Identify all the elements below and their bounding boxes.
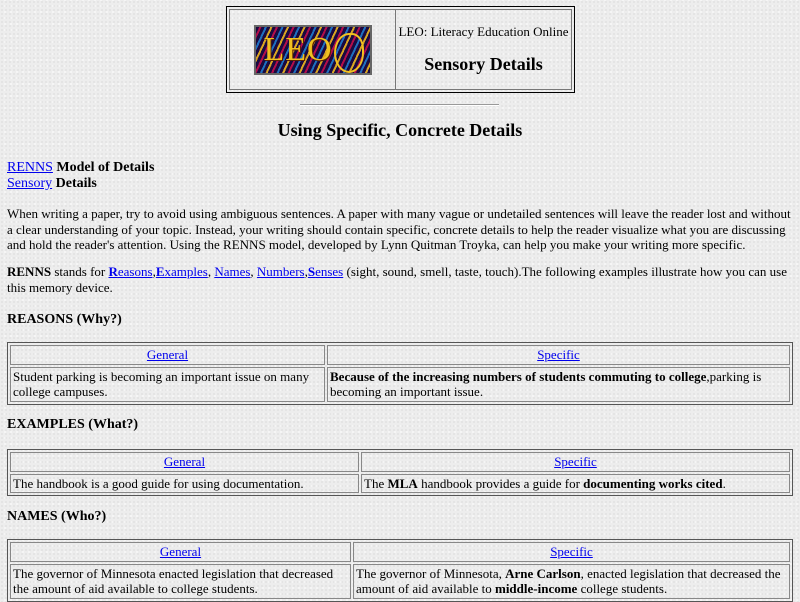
general-cell: Student parking is becoming an important issue on many college campuses.	[10, 367, 325, 402]
specific-header	[327, 345, 790, 365]
renns-link[interactable]: RENNS	[7, 160, 53, 175]
reasons-link[interactable]	[109, 264, 153, 279]
table-header-row	[10, 542, 790, 562]
general-cell: The governor of Minnesota enacted legislation that decreased the amount of aid available to college students.	[10, 564, 351, 599]
examples-heading: EXAMPLES (What?)	[7, 417, 139, 432]
general-header	[10, 345, 325, 365]
reasons-rest: easons	[117, 264, 153, 279]
examples-initial: E	[155, 264, 165, 279]
specific-link[interactable]: Specific	[550, 544, 593, 559]
table-row	[10, 474, 790, 494]
page-title: Using Specific, Concrete Details	[277, 120, 523, 140]
horizontal-rule	[300, 104, 499, 106]
site-name: LEO: Literacy Education Online	[398, 24, 569, 39]
specific-cell	[327, 367, 790, 402]
reasons-initial: R	[108, 264, 118, 279]
specific-text-3: .	[722, 475, 726, 491]
header-box	[226, 6, 575, 93]
specific-header	[353, 542, 790, 562]
specific-link[interactable]: Specific	[554, 454, 597, 469]
specific-cell	[353, 564, 790, 599]
general-cell: The handbook is a good guide for using documentation.	[10, 474, 359, 494]
renns-link-line	[7, 160, 154, 176]
names-heading: NAMES (Who?)	[7, 509, 107, 524]
general-link[interactable]: General	[159, 544, 202, 559]
sensory-link[interactable]: Sensory	[7, 176, 53, 191]
specific-text-2: handbook provides a guide for	[417, 475, 584, 491]
specific-text-1: The	[364, 475, 388, 491]
examples-rest: xamples	[164, 264, 208, 279]
specific-text-3: college students.	[577, 581, 668, 596]
general-header	[10, 452, 359, 472]
renns-link-rest: Model of Details	[52, 160, 155, 175]
specific-bold-2: documenting works cited	[583, 475, 723, 491]
specific-bold-1: Arne Carlson	[505, 565, 581, 581]
renns-rest: (sight, sound, smell, taste, touch).The following examples illustrate how you can use this memory device.	[7, 264, 787, 295]
specific-header	[361, 452, 790, 472]
table-header-row	[10, 345, 790, 365]
sensory-link-line	[7, 176, 154, 192]
specific-link[interactable]: Specific	[537, 347, 580, 362]
specific-text-2: , enacted legislation that decreased the amount of aid available to	[356, 565, 781, 596]
lion-icon	[334, 33, 364, 73]
topic-links	[7, 160, 154, 192]
page-subtitle: Sensory Details	[424, 54, 543, 74]
specific-bold: Because of the increasing numbers of students commuting to college	[330, 368, 707, 384]
comma-4: ,	[304, 264, 308, 279]
general-header	[10, 542, 351, 562]
specific-bold-1: MLA	[387, 475, 418, 491]
table-header-row	[10, 452, 790, 472]
reasons-table	[7, 342, 793, 405]
renns-paragraph	[7, 264, 792, 295]
comma-3: ,	[250, 264, 257, 279]
renns-word: RENNS	[7, 264, 52, 279]
table-row	[10, 367, 790, 402]
comma-2: ,	[207, 264, 215, 279]
general-link[interactable]: General	[163, 454, 206, 469]
specific-cell	[361, 474, 790, 494]
comma-1: ,	[152, 264, 156, 279]
specific-bold-2: middle-income	[494, 581, 578, 596]
header-inner	[229, 9, 572, 90]
logo-cell	[230, 10, 396, 89]
examples-table	[7, 449, 793, 496]
sensory-link-rest: Details	[52, 176, 97, 191]
names-table	[7, 539, 793, 602]
senses-link[interactable]	[308, 264, 343, 279]
leo-logo[interactable]	[254, 25, 372, 75]
intro-paragraph: When writing a paper, try to avoid using ambiguous sentences. A paper with many vague or undetailed sentences will leave the reader lost and without a clear understanding of your topic. Instead, your writing should contain specific, concrete details to help the reader visualize what you are discussing and hold the reader's attention. Using the RENNS model, developed by Lynn Quitman Troyka, can help you make your writing more specific.	[7, 206, 791, 252]
stands-for: stands for	[51, 264, 109, 279]
specific-rest: ,parking is becoming an important issue.	[330, 368, 762, 399]
general-link[interactable]: General	[146, 347, 189, 362]
senses-initial: S	[307, 264, 316, 279]
specific-text-1: The governor of Minnesota,	[356, 565, 506, 581]
header-title-cell	[396, 10, 571, 89]
senses-rest: enses	[315, 264, 344, 279]
names-link[interactable]: Names	[214, 264, 251, 279]
examples-link[interactable]	[156, 264, 208, 279]
logo-text: LEO	[263, 30, 333, 68]
table-row	[10, 564, 790, 599]
numbers-link[interactable]: Numbers	[256, 264, 305, 279]
reasons-heading: REASONS (Why?)	[7, 312, 122, 327]
